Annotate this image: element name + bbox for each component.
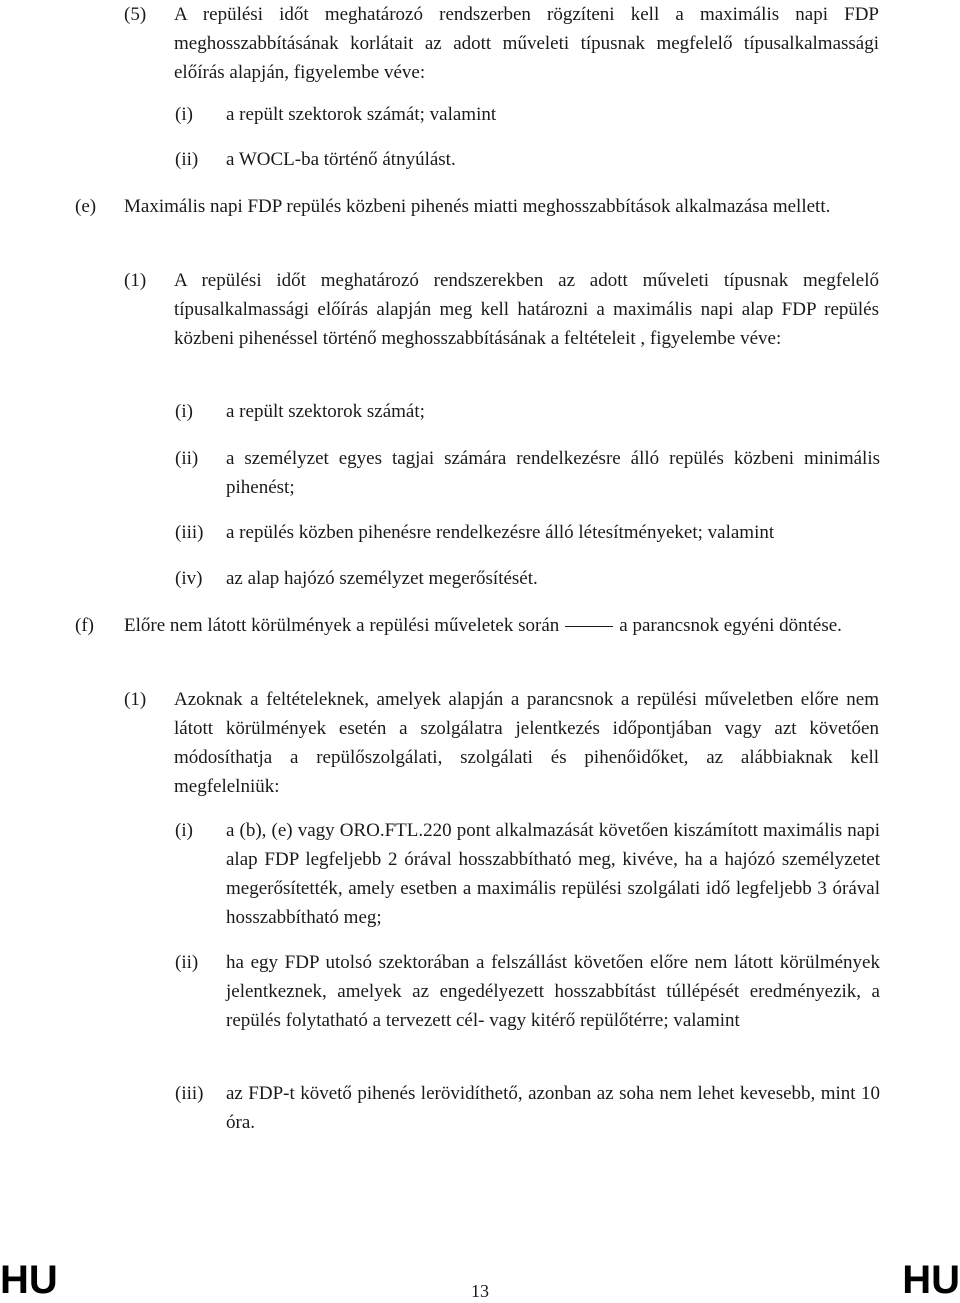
point-f-text (75, 611, 881, 640)
list-item-label: (iii) (175, 1083, 204, 1104)
list-item (175, 564, 880, 593)
list-item (175, 145, 880, 174)
list-item-label: (iii) (175, 522, 204, 543)
list-item-text: ha egy FDP utolsó szektorában a felszállást követően előre nem látott körülmények jelentkeznek, amelyek az engedélyezett hosszabbítást túllépését eredményezik, a repülés folytatható a tervezett cél- vagy kitérő repülőtérre; valamint (226, 952, 880, 1031)
point-f-label: (f) (75, 615, 94, 636)
point-e-label: (e) (75, 196, 97, 217)
point-e (75, 192, 881, 221)
list-item (175, 100, 880, 129)
list-item (175, 816, 880, 932)
point-f-paragraph-1 (124, 685, 879, 801)
list-item-text: a (b), (e) vagy ORO.FTL.220 pont alkalmazását követően kiszámított maximális napi alap FDP legfeljebb 2 órával hosszabbítható meg, kivéve, ha a hajózó személyzetet megerősítették, amely esetben a maximális repülési szolgálati idő legfeljebb 3 órával hosszabbítható meg; (226, 820, 880, 928)
paragraph-label: (1) (124, 689, 147, 710)
paragraph-label: (1) (124, 270, 147, 291)
list-item-label: (ii) (175, 149, 199, 170)
list-item-label: (ii) (175, 448, 199, 469)
list-item-text: a repült szektorok számát; valamint (226, 104, 497, 125)
list-item-label: (i) (175, 820, 193, 841)
footer-language-left: HU (0, 1258, 58, 1302)
footer-language-right: HU (902, 1258, 960, 1302)
list-item-text: a WOCL-ba történő átnyúlást. (226, 149, 456, 170)
paragraph-5-label: (5) (124, 4, 147, 25)
list-item-label: (i) (175, 401, 193, 422)
point-f-text-before: Előre nem látott körülmények a repülési műveletek során (124, 615, 560, 636)
list-item (175, 518, 880, 547)
list-item-label: (ii) (175, 952, 199, 973)
list-item-text: az FDP-t követő pihenés lerövidíthető, azonban az soha nem lehet kevesebb, mint 10 óra. (226, 1083, 880, 1133)
point-f-text-after: a parancsnok egyéni döntése. (619, 615, 842, 636)
list-item-text: a személyzet egyes tagjai számára rendelkezésre álló repülés közbeni minimális pihenést; (226, 448, 880, 498)
list-item (175, 948, 880, 1035)
list-item (175, 1079, 880, 1137)
list-item-text: a repülés közben pihenésre rendelkezésre álló létesítményeket; valamint (226, 522, 775, 543)
list-item-label: (i) (175, 104, 193, 125)
list-item-text: az alap hajózó személyzet megerősítését. (226, 568, 538, 589)
paragraph-text: Azoknak a feltételeknek, amelyek alapján a parancsnok a repülési műveletben előre nem látott körülmények esetén a szolgálatra jelentkezés időpontjában vagy azt követően módosíthatja a repülőszolgálati, szolgálati és pihenőidőket, az alábbiaknak kell megfelelniük: (174, 689, 879, 797)
paragraph-text: A repülési időt meghatározó rendszerekben az adott műveleti típusnak megfelelő típusalkalmassági előírás alapján meg kell határozni a maximális napi alap FDP repülés közbeni pihenéssel történő meghosszabbításának a feltételeit , figyelembe véve: (174, 270, 879, 349)
point-e-paragraph-1 (124, 266, 879, 353)
paragraph-5-text: A repülési időt meghatározó rendszerben rögzíteni kell a maximális napi FDP meghosszabbításának korlátait az adott műveleti típusnak megfelelő típusalkalmassági előírás alapján, figyelembe véve: (174, 4, 879, 83)
paragraph-5 (124, 0, 879, 87)
list-item-text: a repült szektorok számát; (226, 401, 425, 422)
em-dash-rule (565, 626, 613, 627)
point-f (75, 611, 881, 640)
list-item (175, 397, 880, 426)
point-e-text: Maximális napi FDP repülés közbeni pihenés miatti meghosszabbítások alkalmazása mellett. (124, 196, 831, 217)
list-item (175, 444, 880, 502)
list-item-label: (iv) (175, 568, 203, 589)
page-number: 13 (471, 1281, 489, 1301)
